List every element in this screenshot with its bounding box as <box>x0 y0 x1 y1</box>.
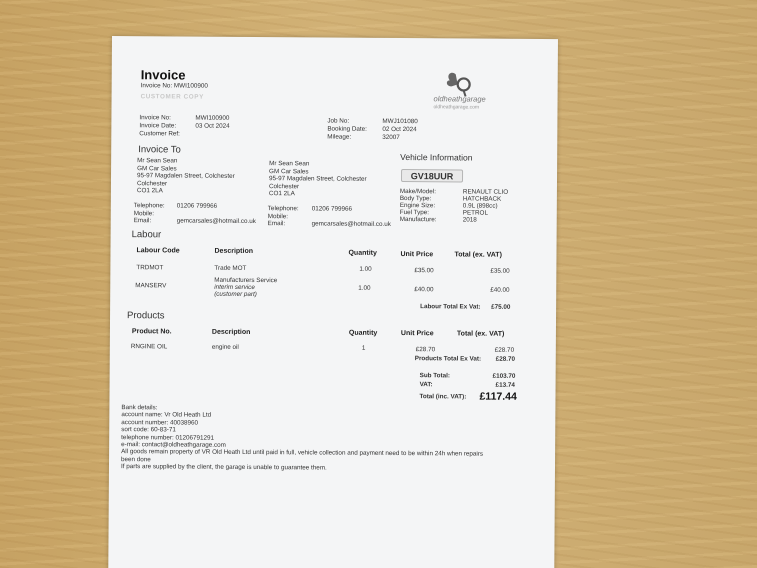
job-no-label: Job No: <box>327 117 350 125</box>
account-number: account number: 40038960 <box>121 418 198 427</box>
invoice-paper <box>108 36 558 568</box>
email-value: gemcarsales@hotmail.co.uk <box>176 217 256 226</box>
mobile-label: Mobile: <box>267 212 289 220</box>
vehicle-info-heading: Vehicle Information <box>400 152 473 163</box>
labour-heading: Labour <box>131 229 162 241</box>
vehicle-label: Manufacture: <box>399 215 437 223</box>
telephone-number: telephone number: 01206791291 <box>121 433 215 442</box>
logo-name: oldheathgarage <box>433 94 486 104</box>
sub-total-value: £103.70 <box>492 372 516 380</box>
vehicle-label: Fuel Type: <box>399 208 430 216</box>
footer-notes <box>121 404 483 473</box>
product-quantity: 1 <box>361 344 366 352</box>
address-line: GM Car Sales <box>137 164 177 173</box>
labour-description-note: (customer part) <box>214 290 257 299</box>
labour-total: £40.00 <box>490 286 510 294</box>
telephone-value: 01206 799966 <box>176 202 218 210</box>
parts-disclaimer: If parts are supplied by the client, the garage is unable to guarantee them. <box>120 463 327 472</box>
invoice-date-label: Invoice Date: <box>139 122 177 130</box>
product-unit-price: £28.70 <box>415 346 436 354</box>
logo-url: oldheathgarage.com <box>433 104 480 111</box>
invoice-no-value: MWI100900 <box>195 114 230 122</box>
labour-code: TRDMOT <box>136 264 164 272</box>
address-line: 95-97 Magdalen Street, Colchester <box>268 175 367 183</box>
labour-unit-price: £40.00 <box>414 286 434 294</box>
invoice-number-line: Invoice No: MWI100900 <box>140 82 208 90</box>
labour-quantity: 1.00 <box>359 265 372 273</box>
product-number: RNGINE OIL <box>130 343 168 351</box>
products-total-value: £28.70 <box>495 355 516 363</box>
email-label: Email: <box>267 220 286 228</box>
mileage-label: Mileage: <box>327 133 352 141</box>
vehicle-value: 2018 <box>462 216 477 224</box>
telephone-label: Telephone: <box>267 205 299 213</box>
labour-description-block <box>214 277 277 298</box>
labour-code: MANSERV <box>135 282 167 290</box>
address-line: 95-97 Magdalen Street, Colchester <box>136 172 235 181</box>
invoice-to-left-address <box>137 157 235 196</box>
labour-col-code: Labour Code <box>136 247 180 255</box>
labour-col-total: Total (ex. VAT) <box>454 251 502 259</box>
invoice-date-value: 03 Oct 2024 <box>195 122 230 130</box>
address-line: CO1 2LA <box>136 187 163 195</box>
labour-description: Manufacturers Service <box>214 276 278 285</box>
grand-total-label: Total (inc. VAT): <box>419 393 467 401</box>
mileage-value: 32007 <box>382 133 400 142</box>
labour-col-quantity: Quantity <box>348 249 377 257</box>
product-description: engine oil <box>211 343 239 351</box>
vehicle-value: PETROL <box>462 209 489 217</box>
labour-description: Trade MOT <box>214 264 247 272</box>
customer-copy-label: CUSTOMER COPY <box>140 93 204 101</box>
customer-ref-label: Customer Ref: <box>139 130 180 138</box>
products-col-quantity: Quantity <box>348 329 378 337</box>
vehicle-value: 0.9L (898cc) <box>462 202 498 210</box>
vat-label: VAT: <box>419 381 433 389</box>
products-col-number: Product No. <box>131 328 172 336</box>
address-line: CO1 2LA <box>268 190 295 198</box>
grand-total-value: £117.44 <box>479 390 517 403</box>
garage-logo <box>433 68 493 112</box>
products-col-description: Description <box>211 328 251 336</box>
address-line: Mr Sean Sean <box>269 160 310 168</box>
vehicle-value: HATCHBACK <box>462 195 502 203</box>
labour-total: £35.00 <box>490 267 510 275</box>
address-line: Colchester <box>136 179 168 188</box>
telephone-label: Telephone: <box>133 202 165 210</box>
invoice-no-label: Invoice No: <box>139 114 171 122</box>
products-col-total: Total (ex. VAT) <box>456 330 505 338</box>
mobile-label: Mobile: <box>133 209 155 217</box>
labour-quantity: 1.00 <box>358 284 371 292</box>
email-address: e-mail: contact@oldheathgarage.com <box>121 441 226 449</box>
labour-description-detail: interim service <box>214 283 255 292</box>
email-value: gemcarsales@hotmail.co.uk <box>311 220 391 228</box>
registration-plate: GV18UUR <box>401 169 463 182</box>
booking-date-label: Booking Date: <box>327 125 367 133</box>
vehicle-label: Engine Size: <box>399 201 436 210</box>
vehicle-labels <box>400 189 437 224</box>
sub-total-label: Sub Total: <box>419 372 450 380</box>
job-no-value: MWJ101080 <box>382 117 418 126</box>
labour-total-label: Labour Total Ex Vat: <box>420 303 481 311</box>
terms-line: been done <box>121 455 151 464</box>
vehicle-label: Body Type: <box>399 194 432 203</box>
booking-date-value: 02 Oct 2024 <box>382 125 417 134</box>
vehicle-values <box>463 189 509 224</box>
sort-code: sort code: 60-83-71 <box>121 426 176 434</box>
labour-col-description: Description <box>214 247 254 255</box>
vehicle-label: Make/Model: <box>399 188 437 196</box>
products-col-unit-price: Unit Price <box>400 330 434 338</box>
labour-col-unit-price: Unit Price <box>400 251 434 259</box>
invoice-title: Invoice <box>140 67 186 83</box>
vehicle-value: RENAULT CLIO <box>462 188 509 196</box>
products-total-label: Products Total Ex Vat: <box>414 355 482 363</box>
vat-value: £13.74 <box>495 381 515 389</box>
labour-unit-price: £35.00 <box>414 267 434 275</box>
invoice-to-right-address <box>269 160 367 199</box>
bank-details-heading: Bank details: <box>121 404 158 412</box>
labour-total-value: £75.00 <box>491 303 511 311</box>
account-name: account name: Vr Old Heath Ltd <box>121 411 212 420</box>
invoice-to-left-contact <box>134 202 165 225</box>
products-heading: Products <box>127 310 165 322</box>
invoice-to-right-contact <box>268 205 299 228</box>
email-label: Email: <box>133 217 152 225</box>
product-total: £28.70 <box>494 346 515 354</box>
telephone-value: 01206 799966 <box>311 205 353 213</box>
address-line: GM Car Sales <box>269 167 309 175</box>
address-line: Colchester <box>268 182 300 191</box>
invoice-to-heading: Invoice To <box>138 144 181 156</box>
terms-line: All goods remain property of VR Old Heath Ltd until paid in full, vehicle collection and payment need to be within 24h when repairs <box>121 448 484 459</box>
address-line: Mr Sean Sean <box>137 157 178 165</box>
